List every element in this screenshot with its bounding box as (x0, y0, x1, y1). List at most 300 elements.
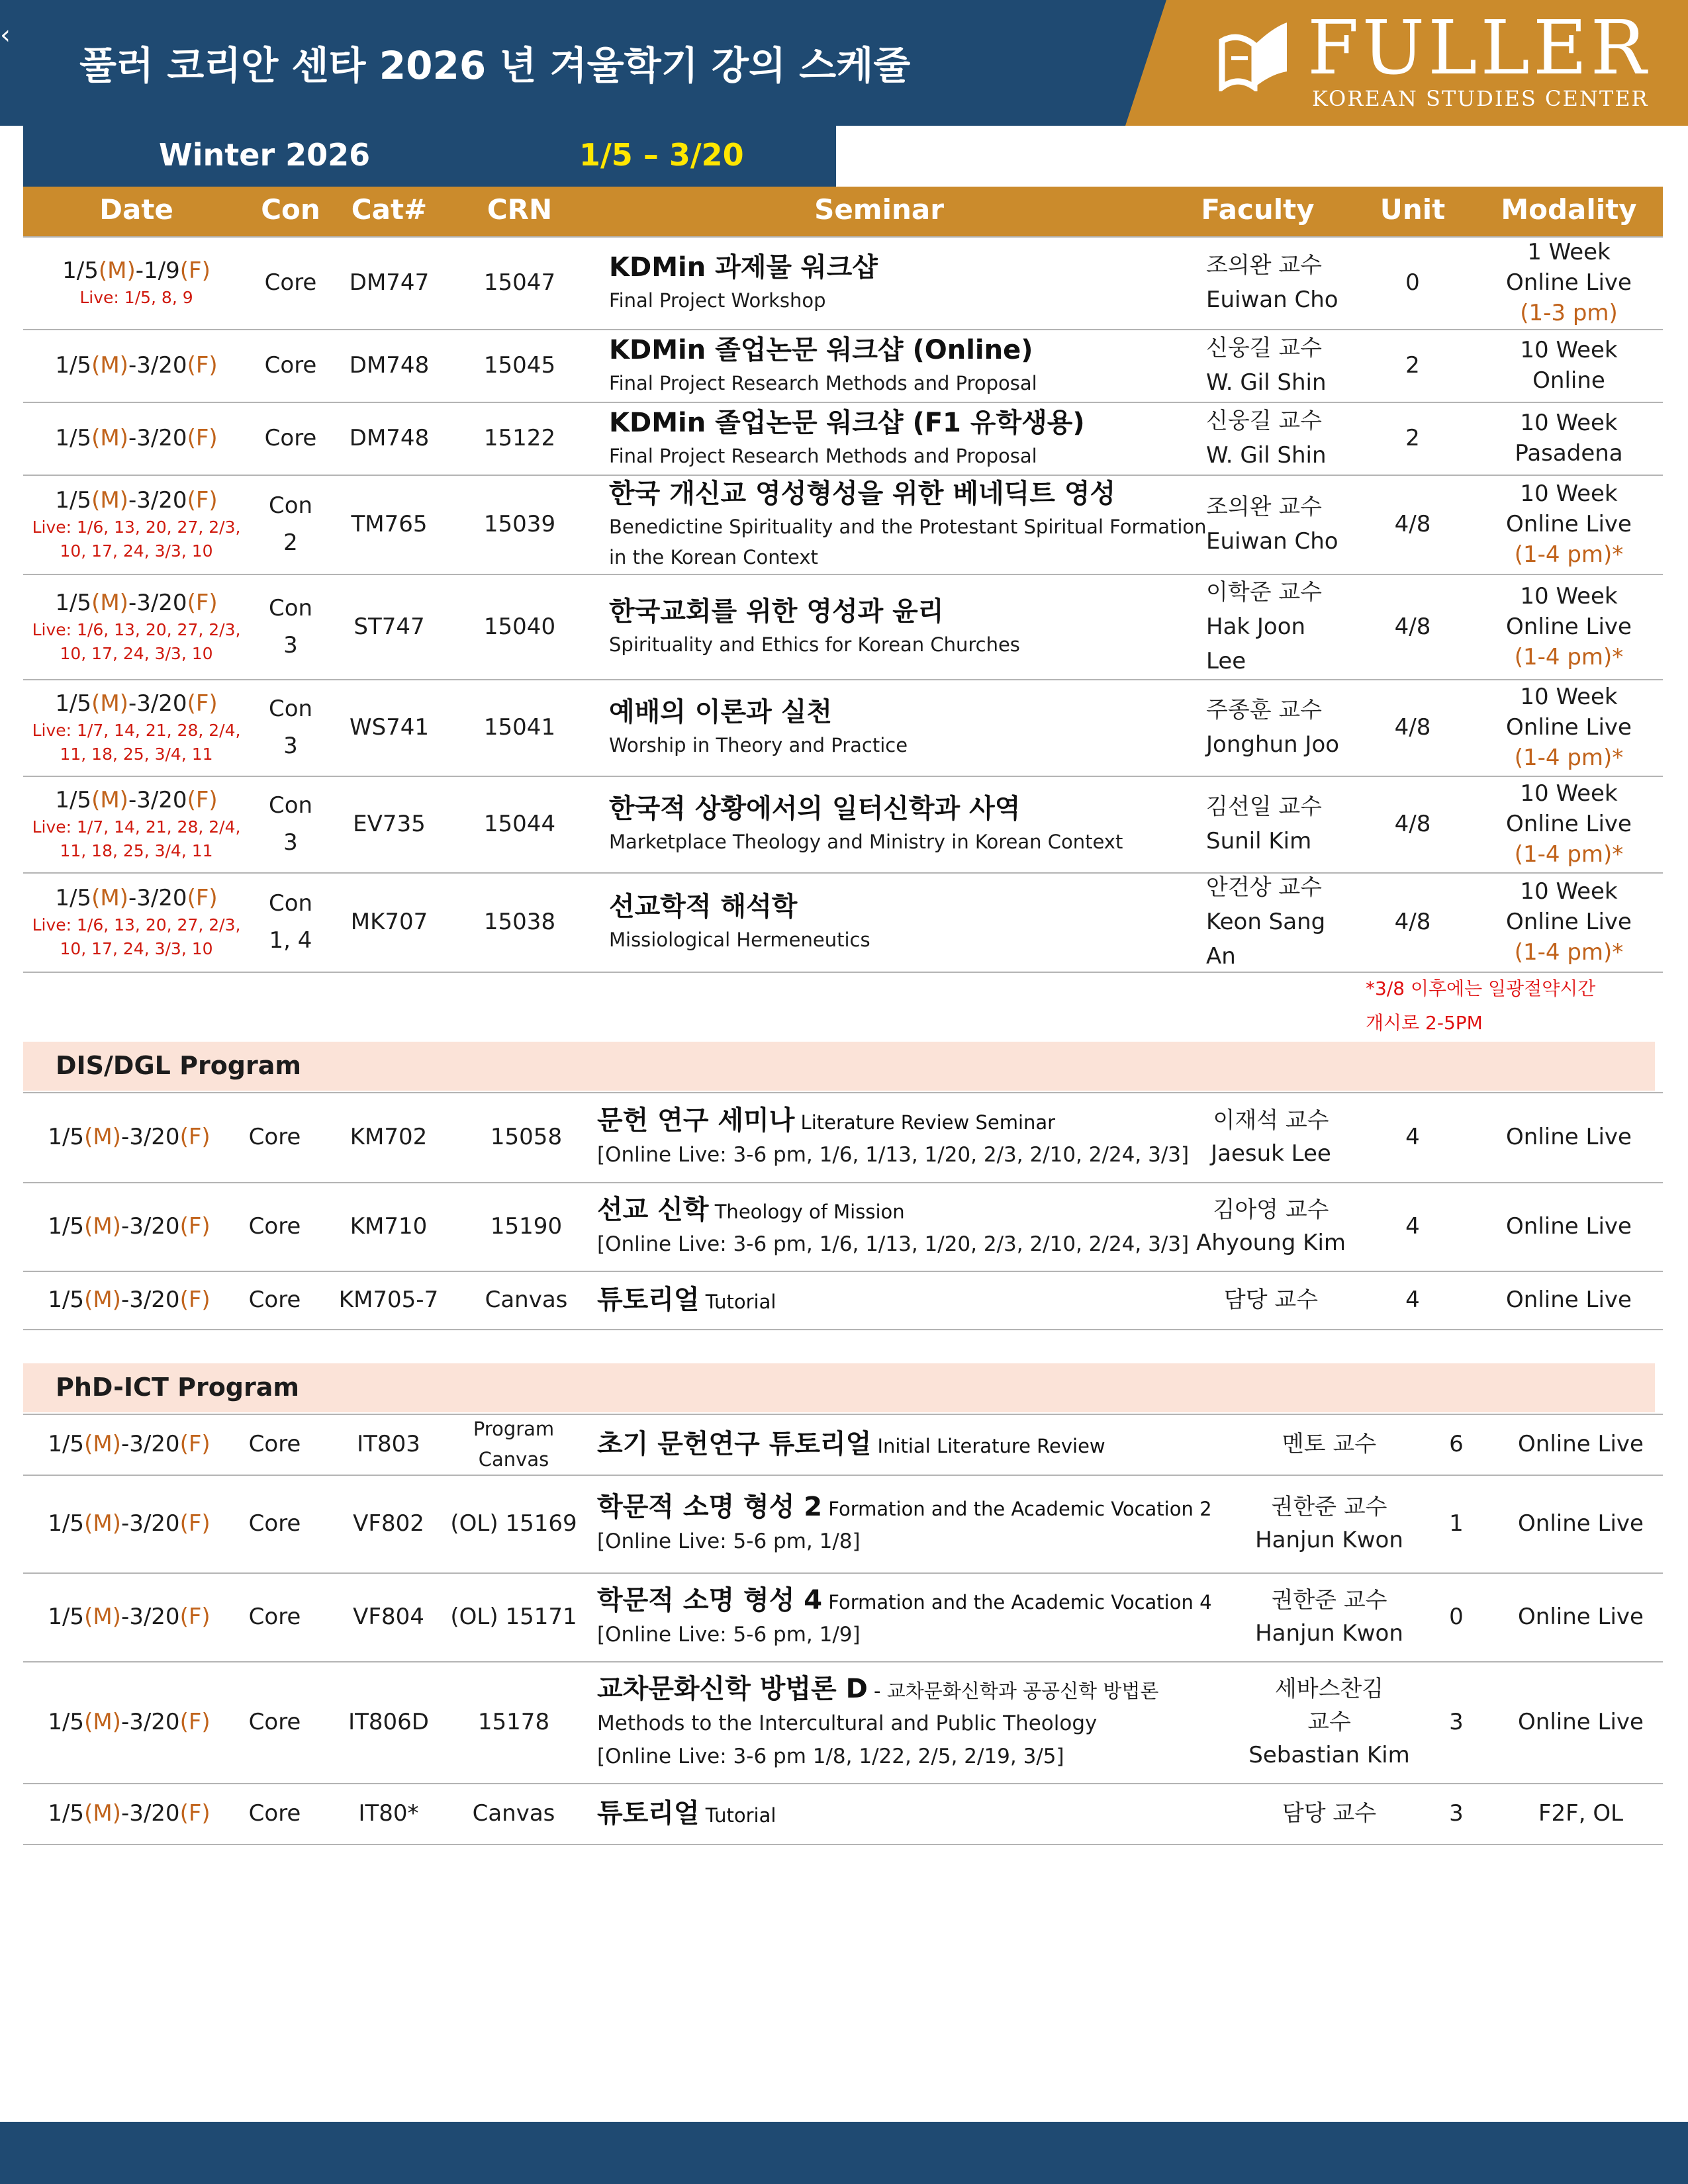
program-title: PhD-ICT Program (56, 1373, 299, 1402)
date-range (55, 350, 217, 381)
con-value: Con (268, 492, 313, 519)
weekday-start: (M) (84, 1709, 121, 1735)
faculty-name: 김아영 교수 (1213, 1197, 1329, 1223)
date-start: 1/5 (48, 1604, 85, 1630)
date-range (48, 1211, 210, 1242)
weekday-start: (M) (84, 1800, 121, 1827)
weekday-end: (F) (179, 1800, 211, 1827)
faculty-name: An (1206, 943, 1236, 970)
seminar-title-main: 학문적 소명 형성 4 (597, 1585, 823, 1615)
crn-number: 15122 (483, 425, 556, 451)
faculty-name: 세바스찬김 (1274, 1676, 1384, 1702)
weekday-end: (F) (179, 1213, 211, 1240)
crn-number: 15044 (483, 811, 556, 837)
live-dates: Live: 1/7, 14, 21, 28, 2/4, (32, 721, 241, 740)
row-separator (23, 1182, 1663, 1183)
modality-value: Online (1532, 367, 1605, 394)
weekday-end: (F) (187, 425, 218, 451)
weekday-end: (F) (179, 257, 211, 284)
faculty-name: Jonghun Joo (1206, 731, 1340, 758)
date-end: -3/20 (128, 690, 187, 717)
cat-number: TM765 (351, 511, 428, 537)
crn-value: (OL) 15169 (450, 1510, 577, 1537)
date-end: -3/20 (128, 885, 187, 911)
seminar-title-ko: 선교학적 해석학 (609, 891, 798, 922)
date-range (48, 1429, 210, 1459)
seminar-title-ko (597, 1426, 1105, 1464)
crn-value: 15178 (477, 1709, 550, 1735)
row-separator (23, 236, 1663, 238)
seminar-title-sub: - 교차문화신학과 공공신학 방법론 (867, 1680, 1159, 1702)
seminar-title-ko (597, 1796, 776, 1833)
seminar-title-en: Missiological Hermeneutics (609, 929, 870, 951)
seminar-title-ko (597, 1103, 1055, 1140)
faculty-name: Hanjun Kwon (1255, 1620, 1403, 1647)
seminar-detail: [Online Live: 3-6 pm, 1/6, 1/13, 1/20, 2/3, 2/10, 2/24, 3/3] (597, 1143, 1190, 1167)
dst-note-line: 개시로 2-5PM (1366, 1012, 1483, 1034)
seminar-title-ko (597, 1282, 776, 1320)
modality-value: Online Live (1506, 1287, 1632, 1313)
seminar-title-ko (597, 1489, 1212, 1527)
faculty-name: Euiwan Cho (1206, 287, 1338, 313)
cat-number: WS741 (349, 714, 430, 741)
seminar-title-main: 선교 신학 (597, 1195, 709, 1225)
seminar-title-sub: Literature Review Seminar (794, 1111, 1056, 1134)
weekday-start: (M) (91, 352, 128, 379)
unit-value: 0 (1449, 1604, 1464, 1630)
row-separator (23, 1783, 1663, 1784)
faculty-name: 담당 교수 (1282, 1800, 1377, 1827)
weekday-end: (F) (187, 690, 218, 717)
weekday-end: (F) (179, 1287, 211, 1313)
weekday-start: (M) (91, 487, 128, 514)
col-cat: Cat# (351, 193, 428, 226)
unit-value: 4/8 (1394, 613, 1431, 640)
modality-value: Online Live (1518, 1709, 1644, 1735)
con-value: Core (248, 1800, 301, 1827)
faculty-name: W. Gil Shin (1206, 369, 1327, 396)
seminar-title-main: 문헌 연구 세미나 (597, 1105, 795, 1136)
modality-time: (1-3 pm) (1520, 300, 1618, 326)
row-separator (23, 1092, 1663, 1093)
con-value: 1, 4 (269, 927, 312, 954)
live-dates: 10, 17, 24, 3/3, 10 (60, 541, 213, 561)
cat-number: EV735 (353, 811, 426, 837)
con-value: Con (268, 696, 313, 722)
seminar-title-en: Worship in Theory and Practice (609, 734, 908, 756)
modality-value: 10 Week (1520, 684, 1618, 710)
date-end: -3/20 (120, 1431, 180, 1457)
modality-time: (1-4 pm)* (1514, 643, 1624, 670)
date-range (62, 255, 211, 286)
live-dates: 10, 17, 24, 3/3, 10 (60, 939, 213, 958)
unit-value: 4 (1405, 1213, 1420, 1240)
seminar-title-main: 튜토리얼 (597, 1285, 700, 1315)
live-dates: Live: 1/5, 8, 9 (79, 288, 193, 307)
date-start: 1/5 (48, 1800, 85, 1827)
seminar-detail: [Online Live: 3-6 pm, 1/6, 1/13, 1/20, 2/3, 2/10, 2/24, 3/3] (597, 1232, 1190, 1256)
date-range (55, 423, 217, 453)
weekday-start: (M) (98, 257, 136, 284)
date-end: -1/9 (135, 257, 180, 284)
term-label: Winter 2026 (159, 137, 371, 173)
modality-value: Online Live (1518, 1510, 1644, 1537)
date-end: -3/20 (128, 352, 187, 379)
date-end: -3/20 (128, 787, 187, 813)
con-value: Con (268, 594, 313, 621)
con-value: Core (248, 1287, 301, 1313)
weekday-end: (F) (179, 1709, 211, 1735)
crn-value: 15190 (490, 1213, 563, 1240)
date-start: 1/5 (55, 425, 92, 451)
seminar-detail: [Online Live: 5-6 pm, 1/9] (597, 1623, 861, 1647)
col-date: Date (99, 193, 173, 226)
cat-number: IT80* (358, 1800, 419, 1827)
con-value: Core (248, 1124, 301, 1150)
faculty-name: 조의완 교수 (1206, 252, 1323, 279)
row-separator (23, 1414, 1663, 1415)
date-range (48, 1508, 210, 1539)
date-start: 1/5 (48, 1124, 85, 1150)
corner-mark: ‹ (0, 20, 11, 50)
unit-value: 2 (1405, 352, 1420, 379)
dst-note (1366, 972, 1595, 1040)
row-separator (23, 574, 1663, 575)
faculty-name: 신웅길 교수 (1206, 335, 1323, 361)
cat-number: DM748 (349, 425, 430, 451)
unit-value: 4 (1405, 1287, 1420, 1313)
date-end: -3/20 (128, 589, 187, 616)
col-crn: CRN (487, 193, 553, 226)
cat-number: IT803 (357, 1431, 420, 1457)
con-value: 2 (283, 529, 298, 556)
con-value: Core (248, 1604, 301, 1630)
crn-value: 15058 (490, 1124, 563, 1150)
crn-value: Canvas (472, 1800, 555, 1827)
date-end: -3/20 (120, 1604, 180, 1630)
modality-value: 10 Week (1520, 582, 1618, 610)
weekday-start: (M) (84, 1604, 121, 1630)
weekday-end: (F) (179, 1604, 211, 1630)
seminar-title-en: Final Project Research Methods and Proposal (609, 372, 1037, 394)
seminar-title-ko: KDMin 과제물 워크샵 (609, 252, 878, 283)
weekday-start: (M) (84, 1431, 121, 1457)
modality-value: Online Live (1506, 811, 1632, 837)
logo-wordmark: FULLER (1307, 5, 1650, 91)
date-start: 1/5 (62, 257, 99, 284)
seminar-title-ko (597, 1582, 1212, 1620)
faculty-name: 멘토 교수 (1282, 1431, 1377, 1457)
faculty-name: Euiwan Cho (1206, 528, 1338, 555)
seminar-title-main: 초기 문헌연구 튜토리얼 (597, 1429, 872, 1459)
faculty-name: 이학준 교수 (1206, 578, 1323, 606)
weekday-start: (M) (91, 885, 128, 911)
cat-number: ST747 (353, 613, 425, 640)
seminar-title-sub: Tutorial (699, 1291, 776, 1313)
con-value: Core (264, 425, 317, 451)
unit-value: 4/8 (1394, 811, 1431, 837)
cat-number: VF802 (353, 1510, 424, 1537)
date-end: -3/20 (120, 1510, 180, 1537)
seminar-detail: [Online Live: 3-6 pm 1/8, 1/22, 2/5, 2/19, 3/5] (597, 1745, 1064, 1768)
seminar-title-en: in the Korean Context (609, 546, 818, 569)
weekday-start: (M) (91, 787, 128, 813)
date-start: 1/5 (48, 1287, 85, 1313)
seminar-title-en: Final Project Research Methods and Proposal (609, 445, 1037, 467)
unit-value: 3 (1449, 1800, 1464, 1827)
unit-value: 4 (1405, 1124, 1420, 1150)
crn-number: 15040 (483, 613, 556, 640)
col-con: Con (261, 193, 320, 226)
weekday-end: (F) (187, 352, 218, 379)
date-range (55, 883, 217, 913)
con-value: Core (248, 1709, 301, 1735)
weekday-end: (F) (187, 589, 218, 616)
term-range: 1/5 – 3/20 (579, 137, 744, 173)
modality-value: Online Live (1506, 613, 1632, 640)
modality-value: 10 Week (1520, 780, 1618, 807)
modality-time: (1-4 pm)* (1514, 841, 1624, 868)
faculty-name: Lee (1206, 647, 1246, 674)
date-range (48, 1602, 210, 1632)
modality-value: 10 Week (1520, 410, 1618, 436)
row-separator (23, 776, 1663, 777)
faculty-name: 신웅길 교수 (1206, 408, 1323, 434)
modality-value: 1 Week (1527, 239, 1611, 265)
faculty-name: Hak Joon (1206, 613, 1306, 640)
date-start: 1/5 (55, 352, 92, 379)
date-end: -3/20 (120, 1124, 180, 1150)
cat-number: VF804 (353, 1604, 424, 1630)
col-unit: Unit (1380, 193, 1446, 226)
faculty-name: 권한준 교수 (1271, 1587, 1387, 1614)
date-end: -3/20 (120, 1213, 180, 1240)
con-value: 3 (283, 631, 298, 659)
faculty-name: 교수 (1307, 1709, 1351, 1735)
date-end: -3/20 (128, 425, 187, 451)
seminar-title-en: Benedictine Spirituality and the Protestant Spiritual Formation (609, 516, 1207, 538)
dst-note-line: *3/8 이후에는 일광절약시간 (1366, 978, 1596, 999)
footer-bar (0, 2122, 1688, 2184)
cat-number: KM705-7 (338, 1287, 439, 1313)
row-separator (23, 1329, 1663, 1330)
modality-value: 10 Week (1520, 337, 1618, 363)
seminar-title-main: 학문적 소명 형성 2 (597, 1492, 823, 1522)
crn-number: 15047 (483, 269, 556, 296)
seminar-title-ko: KDMin 졸업논문 워크샵 (Online) (609, 335, 1033, 365)
seminar-title-ko: KDMin 졸업논문 워크샵 (F1 유학생용) (609, 408, 1085, 438)
seminar-title-en: Marketplace Theology and Ministry in Korean Context (609, 831, 1123, 853)
modality-value: Online Live (1506, 511, 1632, 537)
date-start: 1/5 (55, 690, 92, 717)
row-separator (23, 1661, 1663, 1662)
seminar-title-ko: 한국적 상황에서의 일터신학과 사역 (609, 794, 1021, 824)
faculty-name: W. Gil Shin (1206, 442, 1327, 469)
seminar-title-sub: Initial Literature Review (871, 1435, 1105, 1457)
faculty-name: Sunil Kim (1206, 828, 1312, 854)
row-separator (23, 329, 1663, 330)
faculty-name: Sebastian Kim (1248, 1742, 1410, 1768)
modality-time: (1-4 pm)* (1514, 541, 1624, 568)
seminar-title-main: 튜토리얼 (597, 1798, 700, 1829)
date-range (48, 1798, 210, 1829)
crn-number: 15038 (483, 909, 556, 935)
seminar-title-ko: 한국 개신교 영성형성을 위한 베네딕트 영성 (609, 478, 1116, 509)
crn-value: Program (473, 1418, 555, 1440)
live-dates: 10, 17, 24, 3/3, 10 (60, 643, 213, 663)
date-range (55, 588, 217, 618)
row-separator (23, 402, 1663, 403)
date-range (48, 1285, 210, 1315)
unit-value: 2 (1405, 425, 1420, 451)
modality-time: (1-4 pm)* (1514, 939, 1624, 966)
modality-value: Online Live (1506, 1213, 1632, 1240)
seminar-title-sub: Tutorial (699, 1804, 776, 1827)
date-end: -3/20 (128, 487, 187, 514)
cat-number: IT806D (348, 1709, 429, 1735)
date-end: -3/20 (120, 1287, 180, 1313)
date-start: 1/5 (48, 1709, 85, 1735)
unit-value: 0 (1405, 269, 1420, 296)
live-dates: 11, 18, 25, 3/4, 11 (60, 841, 213, 860)
seminar-title-ko (597, 1192, 905, 1230)
seminar-title-en: Final Project Workshop (609, 289, 826, 312)
row-separator (23, 679, 1663, 680)
modality-value: Online Live (1518, 1431, 1644, 1457)
faculty-name: 주종훈 교수 (1206, 697, 1323, 723)
live-dates: Live: 1/6, 13, 20, 27, 2/3, (32, 915, 241, 934)
seminar-title-main: 교차문화신학 방법론 D (597, 1674, 868, 1704)
date-start: 1/5 (48, 1431, 85, 1457)
live-dates: Live: 1/7, 14, 21, 28, 2/4, (32, 817, 241, 837)
seminar-title-sub: Formation and the Academic Vocation 2 (822, 1498, 1212, 1520)
col-modality: Modality (1501, 193, 1637, 226)
con-value: Core (248, 1510, 301, 1537)
modality-value: 10 Week (1520, 878, 1618, 905)
con-value: 3 (283, 733, 298, 759)
modality-value: Pasadena (1515, 440, 1623, 467)
faculty-name: 담당 교수 (1223, 1287, 1319, 1313)
modality-value: Online Live (1506, 269, 1632, 296)
unit-value: 4/8 (1394, 714, 1431, 741)
seminar-title-ko (597, 1671, 1158, 1709)
weekday-end: (F) (179, 1431, 211, 1457)
weekday-start: (M) (84, 1287, 121, 1313)
seminar-detail: [Online Live: 5-6 pm, 1/8] (597, 1529, 861, 1553)
page-title: 풀러 코리안 센타 2026 년 겨울학기 강의 스케줄 (79, 43, 911, 88)
faculty-name: 조의완 교수 (1206, 494, 1323, 520)
faculty-name: Jaesuk Lee (1211, 1140, 1331, 1167)
date-range (55, 688, 217, 719)
col-seminar: Seminar (814, 193, 944, 226)
con-value: Con (268, 890, 313, 917)
seminar-detail: Methods to the Intercultural and Public Theology (597, 1711, 1098, 1735)
weekday-start: (M) (84, 1510, 121, 1537)
date-start: 1/5 (55, 885, 92, 911)
cat-number: DM748 (349, 352, 430, 379)
date-start: 1/5 (48, 1510, 85, 1537)
con-value: Core (248, 1431, 301, 1457)
seminar-title-sub: Theology of Mission (708, 1201, 905, 1223)
weekday-start: (M) (84, 1124, 121, 1150)
cat-number: KM710 (350, 1213, 428, 1240)
seminar-title-sub: Formation and the Academic Vocation 4 (822, 1591, 1212, 1614)
faculty-name: Ahyoung Kim (1196, 1230, 1346, 1256)
date-range (55, 785, 217, 815)
date-end: -3/20 (120, 1709, 180, 1735)
unit-value: 3 (1449, 1709, 1464, 1735)
faculty-name: Hanjun Kwon (1255, 1527, 1403, 1553)
modality-value: Online Live (1506, 1124, 1632, 1150)
date-range (48, 1707, 210, 1737)
date-range (55, 485, 217, 516)
unit-value: 4/8 (1394, 909, 1431, 935)
fuller-book-icon (1218, 19, 1291, 91)
cat-number: KM702 (350, 1124, 428, 1150)
modality-value: Online Live (1518, 1604, 1644, 1630)
row-separator (23, 1271, 1663, 1272)
live-dates: Live: 1/6, 13, 20, 27, 2/3, (32, 619, 241, 639)
row-separator (23, 1572, 1663, 1574)
crn-value: Canvas (485, 1287, 568, 1313)
row-separator (23, 1475, 1663, 1476)
con-value: Con (268, 792, 313, 819)
date-start: 1/5 (55, 787, 92, 813)
unit-value: 6 (1449, 1431, 1464, 1457)
crn-number: 15045 (483, 352, 556, 379)
date-range (48, 1122, 210, 1152)
modality-value: Online Live (1506, 714, 1632, 741)
faculty-name: 김선일 교수 (1206, 794, 1323, 820)
con-value: 3 (283, 829, 298, 856)
faculty-name: 안건상 교수 (1206, 874, 1323, 901)
logo-subtitle: KOREAN STUDIES CENTER (1312, 86, 1649, 111)
weekday-end: (F) (187, 487, 218, 514)
faculty-name: Keon Sang (1206, 909, 1326, 935)
con-value: Core (264, 269, 317, 296)
cat-number: DM747 (349, 269, 430, 296)
modality-value: F2F, OL (1538, 1800, 1624, 1827)
weekday-end: (F) (187, 787, 218, 813)
date-start: 1/5 (48, 1213, 85, 1240)
crn-number: 15039 (483, 511, 556, 537)
faculty-name: 이재석 교수 (1213, 1107, 1329, 1134)
unit-value: 1 (1449, 1510, 1464, 1537)
col-faculty: Faculty (1201, 193, 1315, 226)
weekday-end: (F) (179, 1124, 211, 1150)
modality-time: (1-4 pm)* (1514, 745, 1624, 771)
modality-value: 10 Week (1520, 480, 1618, 507)
unit-value: 4/8 (1394, 511, 1431, 537)
weekday-start: (M) (91, 690, 128, 717)
modality-value: Online Live (1506, 909, 1632, 935)
weekday-end: (F) (179, 1510, 211, 1537)
live-dates: 11, 18, 25, 3/4, 11 (60, 745, 213, 764)
crn-number: 15041 (483, 714, 556, 741)
seminar-title-ko: 예배의 이론과 실천 (609, 697, 832, 727)
date-end: -3/20 (120, 1800, 180, 1827)
weekday-start: (M) (84, 1213, 121, 1240)
row-separator (23, 872, 1663, 874)
con-value: Core (248, 1213, 301, 1240)
row-separator (23, 1844, 1663, 1845)
date-start: 1/5 (55, 589, 92, 616)
con-value: Core (264, 352, 317, 379)
date-start: 1/5 (55, 487, 92, 514)
crn-value: (OL) 15171 (450, 1604, 577, 1630)
weekday-end: (F) (187, 885, 218, 911)
program-title: DIS/DGL Program (56, 1051, 301, 1080)
